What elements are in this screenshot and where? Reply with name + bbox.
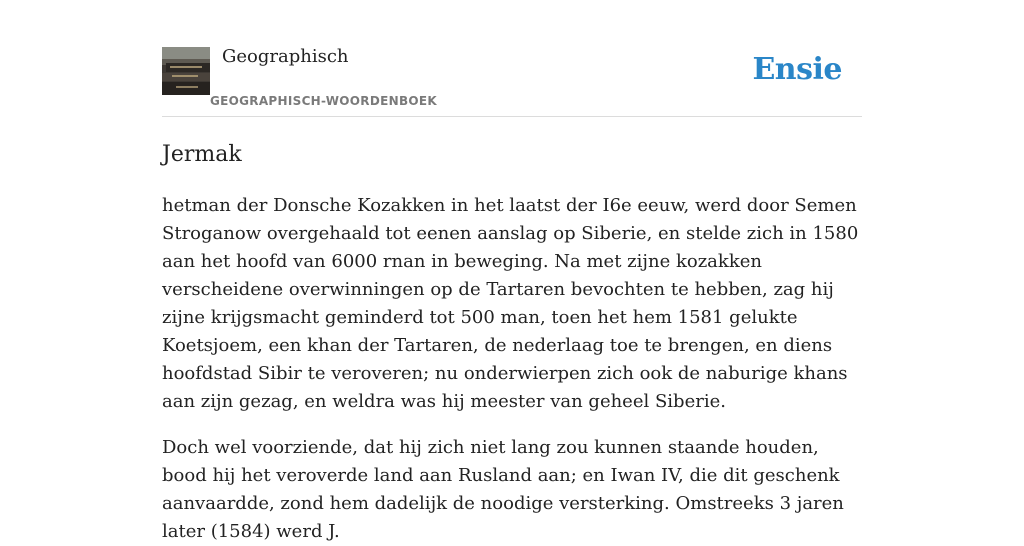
ensie-logo[interactable]: Ensie [752,52,842,87]
site-subtitle[interactable]: GEOGRAPHISCH-WOORDENBOEK [210,94,437,108]
article-title: Jermak [162,142,242,167]
book-avatar[interactable] [162,47,210,95]
site-header [162,0,862,117]
site-name[interactable]: Geographisch [222,46,349,67]
old-books-icon [162,47,210,95]
article-paragraph: hetman der Donsche Kozakken in het laatst der I6e eeuw, werd door Semen Stroganow overgehaald tot eenen aanslag op Siberie, en stelde zich in 1580 aan het hoofd van 6000 rnan in beweging. Na met zijne kozakken verscheidene overwinningen op de Tartaren bevochten te hebben, zag hij zijne krijgsmacht geminderd tot 500 man, toen het hem 1581 gelukte Koetsjoem, een khan der Tartaren, de nederlaag toe te brengen, en diens hoofdstad Sibir te veroveren; nu onderwierpen zich ook de naburige khans aan zijn gezag, en weldra was hij meester van geheel Siberie. [162,195,859,412]
article-paragraph: Doch wel voorziende, dat hij zich niet lang zou kunnen staande houden, bood hij het veroverde land aan Rusland aan; en Iwan IV, die dit geschenk aanvaardde, zond hem dadelijk de noodige versterking. Omstreeks 3 jaren later (1584) werd J. [162,437,844,542]
article [162,140,862,546]
